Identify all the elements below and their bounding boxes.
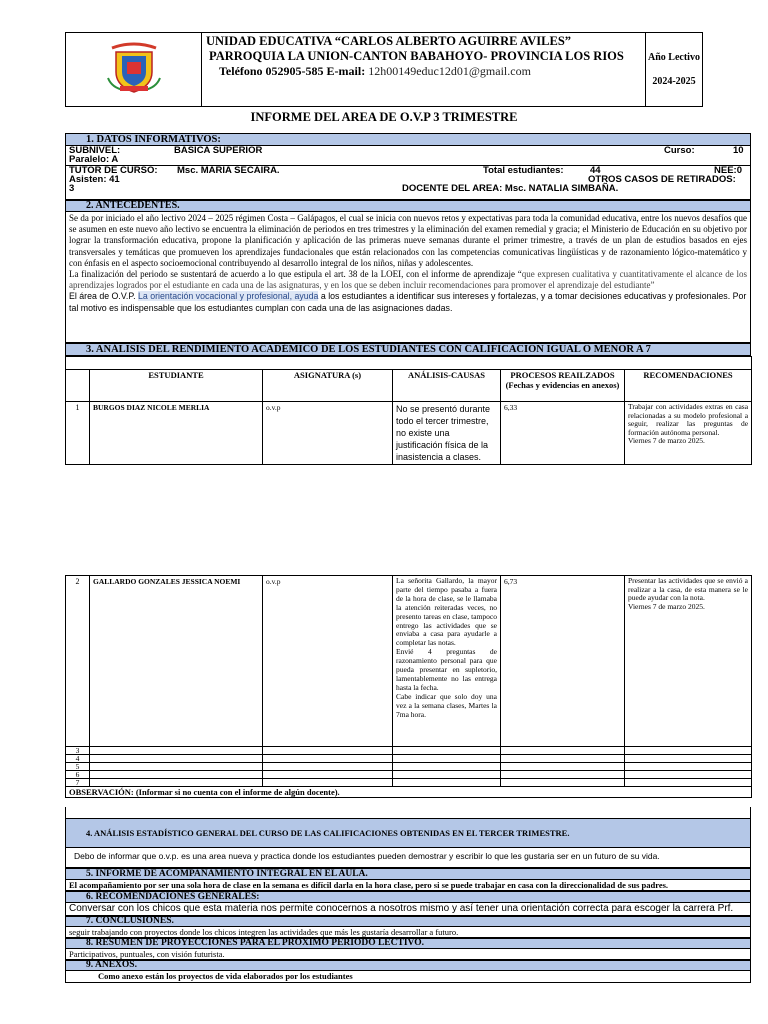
curso-label: Curso:: [664, 145, 695, 156]
antecedentes-p3-highlight: La orientación vocacional y profesional, ayuda: [137, 291, 319, 302]
section7-header: [65, 916, 751, 927]
section2-body: [65, 212, 751, 343]
col-header-recommendations: RECOMENDACIONES: [625, 370, 752, 402]
section8-text: Participativos, puntuales, con visión futurista.: [69, 949, 225, 959]
section9-body: [65, 971, 751, 983]
section8-header: [65, 938, 751, 949]
col-header-student: ESTUDIANTE: [90, 370, 263, 402]
section3-title: 3. ANÁLISIS DEL RENDIMIENTO ACADÉMICO DE LOS ESTUDIANTES CON CALIFICACIÓN IGUAL O MENOR A 7: [86, 344, 651, 355]
section5-body: [65, 880, 751, 891]
year-label: Año Lectivo: [648, 51, 700, 63]
section8-title: 8. RESUMEN DE PROYECCIONES PARA EL PROXIMO PERIODO LECTIVO.: [86, 938, 424, 948]
col-header-subject: ASIGNATURA (s): [263, 370, 393, 402]
table-row: [66, 763, 752, 771]
row-analysis: La señorita Gallardo, la mayor parte del tiempo pasaba a fuera de la hora de clase, se le llamaba la atención reiteradas veces, no presento tareas en clase, tampoco entrego las actividades que se enviaba a casa para ayudarle a completar las notas.: [396, 576, 497, 648]
section5-text: El acompañamiento por ser una sola hora de clase en la semana es difícil darla en la hora clase, pero si se puede trabajar en casa con la direccionalidad de sus padres.: [69, 880, 669, 890]
section7-body: [65, 927, 751, 938]
table-row: [66, 755, 752, 763]
curso-value: 10: [733, 145, 744, 156]
section6-body: [65, 903, 751, 916]
section1-header: [65, 133, 751, 146]
section1-title: 1. DATOS INFORMATIVOS:: [86, 134, 221, 145]
section4-header: [65, 818, 751, 848]
subnivel-value: BASICA SUPERIOR: [174, 145, 263, 156]
section2-title: 2. ANTECEDENTES.: [86, 200, 180, 211]
table-row: [66, 747, 752, 755]
row-number: 2: [66, 576, 90, 747]
antecedentes-p3c: a los estudiantes a identificar sus intereses y fortalezas, y a tomar decisiones educativas y profesionales. Por tal motivo es indispensable que los estudiantes cumplan con cada una de las asignaciones dadas.: [69, 291, 747, 313]
row-number: 5: [66, 763, 90, 771]
school-email: 12h00149educ12d01@gmail.com: [368, 64, 531, 78]
school-name: UNIDAD EDUCATIVA “CARLOS ALBERTO AGUIRRE AVILES”: [206, 34, 572, 48]
section9-header: [65, 960, 751, 971]
row-number: 4: [66, 755, 90, 763]
otros-label: OTROS CASOS DE RETIRADOS:: [588, 174, 736, 185]
section9-title: 9. ANEXOS.: [86, 960, 137, 970]
row-process: 6,73: [501, 576, 625, 747]
row-recommendation: Trabajar con actividades extras en casa relacionadas a su modelo profesional a seguir, realizar las preguntas de formación autónoma personal.: [628, 402, 749, 437]
observation: OBSERVACIÓN: (Informar si no cuenta con el informe de algún docente).: [66, 787, 752, 798]
row-number: 1: [66, 402, 90, 465]
header-table: [65, 32, 703, 107]
asisten-value: Asisten: 41: [69, 174, 120, 185]
school-parish: PARROQUIA LA UNION-CANTON BABAHOYO- PROVINCIA LOS RIOS: [209, 49, 624, 63]
paralelo: Paralelo: A: [69, 154, 119, 165]
row-student: GALLARDO GONZALES JESSICA NOEMI: [90, 576, 263, 747]
otros-value: 3: [69, 183, 75, 194]
row-recommendation: Presentar las actividades que se envió a realizar a la casa, de esta manera se le puede ayudar con la nota.: [628, 576, 748, 603]
school-info-cell: [202, 33, 646, 107]
col-header-analysis: ANÁLISIS-CAUSAS: [393, 370, 501, 402]
year-value: 2024-2025: [652, 75, 696, 87]
row-student: BURGOS DIAZ NICOLE MERLIA: [90, 402, 263, 465]
row-number: 7: [66, 779, 90, 787]
section9-text: Como anexo están los proyectos de vida elaborados por los estudiantes: [98, 971, 353, 981]
section4-spacer: [65, 807, 751, 818]
report-title: INFORME DEL AREA DE O.V.P 3 TRIMESTRE: [250, 110, 518, 124]
section5-header: [65, 868, 751, 880]
col-header-process: PROCESOS REAILZADOS (Fechas y evidencias en anexos): [501, 370, 625, 402]
table-row: [66, 576, 752, 747]
row-date: Viernes 7 de marzo 2025.: [628, 436, 705, 446]
phone-label: Teléfono 052905-585 E-mail:: [219, 64, 366, 78]
tutor-label: TUTOR DE CURSO:: [69, 165, 158, 176]
row-process: 6,33: [501, 402, 625, 465]
school-crest-icon: [102, 38, 166, 96]
section4-text: Debo de informar que o.v.p. es una area nueva y practica donde los estudiantes pueden demostrar y escribir lo que les gustaria ser en un futuro de su vida.: [74, 851, 660, 861]
table-row: [66, 402, 752, 465]
section7-text: seguir trabajando con proyectos donde los chicos integren las actividades que más les gustaría desarrollar a futuro.: [69, 927, 459, 937]
docente-value: DOCENTE DEL AREA: Msc. NATALIA SIMBAÑA.: [402, 183, 619, 194]
row-number: 6: [66, 771, 90, 779]
section6-title: 6. RECOMENDACIONES GENERALES:: [86, 892, 260, 902]
section6-text: Conversar con los chicos que esta materia nos permite conocernos a nosotros mismo y así tener una orientación correcta para escoger la carrera Prf.: [69, 903, 734, 914]
antecedentes-p2b: que expresen cualitativa y cuantitativamente el alcance de los aprendizajes logrados por el estudiante en cada una de las asignaturas, y en los que se deben incluir recomendaciones para promover el aprendizaje del estudiante”: [69, 269, 747, 291]
row-subject: o.v.p: [263, 402, 393, 465]
row-analysis-2: Envié 4 preguntas de razonamiento personal para que pueda presentar en supletorio, lamentablemente no las entrega hasta la fecha.: [396, 647, 497, 692]
section5-title: 5. INFORME DE ACOMPAÑAMIENTO INTEGRAL EN EL AULA.: [86, 869, 368, 879]
students-table-part1: [65, 356, 752, 465]
antecedentes-p2a: La finalización del periodo se sustentará de acuerdo a lo que estipula el art. 38 de la LOEI, con el informe de aprendizaje “: [69, 269, 522, 280]
total-label: Total estudiantes:: [483, 165, 564, 176]
section6-header: [65, 891, 751, 903]
antecedentes-p3a: El área de O.V.P.: [69, 291, 138, 302]
section4-body: [65, 848, 751, 868]
table-row: [66, 779, 752, 787]
tutor-value: Msc. MARIA SECAIRA.: [177, 165, 280, 176]
row-date: Viernes 7 de marzo 2025.: [628, 601, 705, 611]
row-analysis: No se presentó durante todo el tercer trimestre, no existe una justificación física de la inasistencia a clases.: [393, 402, 501, 465]
section1-body: [65, 146, 751, 200]
row-number: 3: [66, 747, 90, 755]
subnivel-label: SUBNIVEL:: [69, 145, 121, 156]
row-subject: o.v.p: [263, 576, 393, 747]
table-row: [66, 771, 752, 779]
students-table-part2: [65, 575, 752, 798]
section2-header: [65, 200, 751, 212]
section7-title: 7. CONCLUSIONES.: [86, 916, 174, 926]
total-value: 44: [590, 165, 601, 176]
nee-value: NEE:0: [714, 165, 742, 176]
section4-title: 4. ANÁLISIS ESTADÍSTICO GENERAL DEL CURSO DE LAS CALIFICACIONES OBTENIDAS EN EL TERCER TRIMESTRE.: [86, 828, 570, 838]
row-analysis-3: Cabe indicar que solo doy una vez a la semana clases, Martes la 7ma hora.: [396, 691, 497, 719]
section8-body: [65, 949, 751, 960]
section3-header: [65, 343, 751, 356]
logo-cell: [66, 33, 202, 107]
antecedentes-p1: Se da por iniciado el año lectivo 2024 – 2025 régimen Costa – Galápagos, el cual se inicia con nuevos retos y expectativas para toda la comunidad educativa, entre los nuevos desafíos que se asumen en este nuevo año lectivo se encuentra la eliminación de periodos en tres trimestres y la eliminación del examen remedial y gracia; el Ministerio de Educación en su objetivo por lograr la transformación educativa, propone la planificación y aplicación de las primeras nueve semanas durante el primer trimestre, a través de un plan de estudios basados en ejes transversales y temáticas que promueven los aprendizajes fundacionales que están relacionados con las competencias comunicativas lingüísticas y de razonamiento lógico-matemático y con énfasis en el aspecto socioemocional contribuyendo al desarrollo integral de los niños, niñas y adolescentes.: [69, 213, 747, 268]
year-cell: [646, 33, 703, 107]
